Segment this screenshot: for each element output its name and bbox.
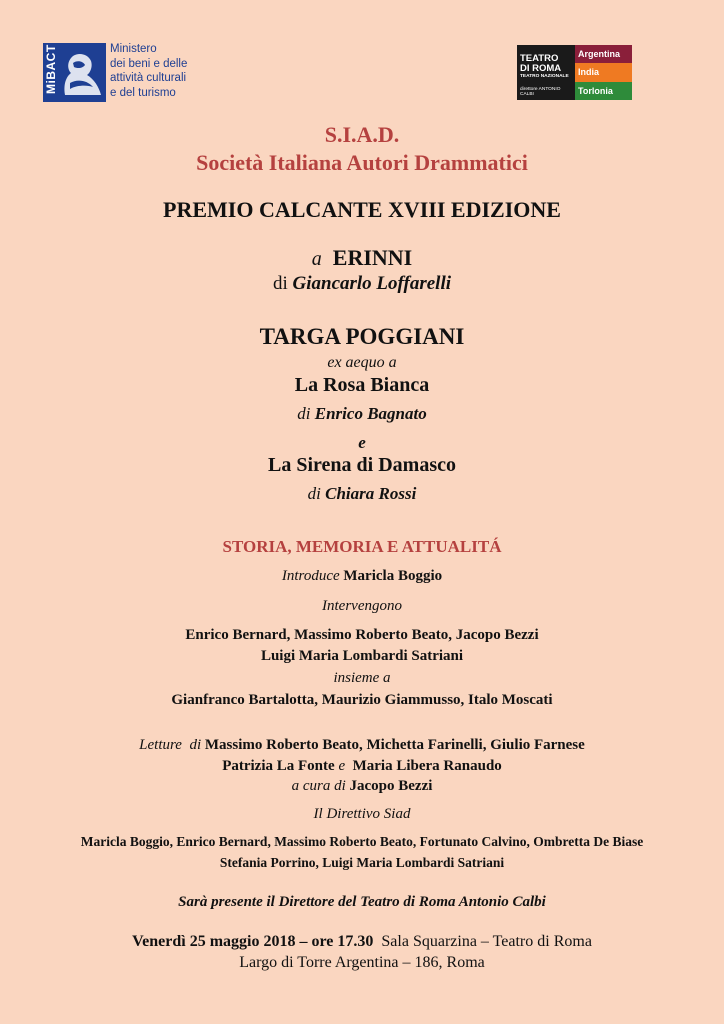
ministry-line: Ministero <box>110 43 157 55</box>
curated-line <box>0 778 724 795</box>
prize-work-line <box>0 245 724 271</box>
ministry-line: attività culturali <box>110 72 187 84</box>
readings-label: Letture <box>139 737 182 753</box>
board-label: Il Direttivo Siad <box>313 806 411 822</box>
teatro-name-block <box>517 45 575 100</box>
readings-line1 <box>0 737 724 754</box>
targa-author1: Enrico Bagnato <box>314 404 427 423</box>
together-names: Gianfranco Bartalotta, Maurizio Giammusso, Italo Moscati <box>171 692 553 708</box>
targa-author2: Chiara Rossi <box>325 484 417 503</box>
readings-by: di <box>189 737 202 753</box>
ministry-line: dei beni e delle <box>110 57 188 70</box>
readings-name-b: Maria Libera Ranaudo <box>352 758 502 774</box>
readings-line2 <box>0 758 724 775</box>
targa-conj: e <box>358 433 366 452</box>
teatro-name-line: DI ROMA <box>520 63 562 74</box>
siad-acronym: S.I.A.D. <box>324 122 400 147</box>
teatro-di-roma-logo <box>517 45 632 100</box>
ministry-logo <box>43 43 213 105</box>
targa-work1: La Rosa Bianca <box>294 374 430 396</box>
targa-author2-line <box>0 484 724 504</box>
curated-name: Jacopo Bezzi <box>349 778 433 794</box>
speakers-line2: Luigi Maria Lombardi Satriani <box>260 648 464 664</box>
event-address: Largo di Torre Argentina – 186, Roma <box>239 954 485 971</box>
introduce-label: Introduce <box>281 568 340 584</box>
readings-names1: Massimo Roberto Beato, Michetta Farinelli, Giulio Farnese <box>204 737 585 753</box>
teatro-name-line: TEATRO <box>520 53 559 64</box>
prize-author: Giancarlo Loffarelli <box>292 273 452 294</box>
ministry-name <box>110 42 187 100</box>
targa-by1: di <box>297 404 311 423</box>
teatro-name <box>520 54 561 74</box>
speakers-line1: Enrico Bernard, Massimo Roberto Beato, Jacopo Bezzi <box>185 627 539 643</box>
teatro-director: direttore ANTONIO CALBI <box>520 87 561 97</box>
readings-name-a: Patrizia La Fonte <box>222 758 335 774</box>
venue-argentina: Argentina <box>575 45 632 63</box>
prize-work: ERINNI <box>332 245 413 270</box>
program-title: STORIA, MEMORIA E ATTUALITÁ <box>222 537 502 556</box>
targa-by2: di <box>307 484 321 503</box>
siad-org-name: Società Italiana Autori Drammatici <box>196 150 528 175</box>
targa-author1-line <box>0 404 724 424</box>
mibact-mark <box>43 43 106 102</box>
curated-label: a cura di <box>291 778 346 794</box>
venue-torlonia: Torlonia <box>575 82 632 100</box>
introduce-line <box>0 568 724 585</box>
targa-title: TARGA POGGIANI <box>259 324 465 349</box>
prize-title: PREMIO CALCANTE XVIII EDIZIONE <box>163 197 561 222</box>
prize-prefix: a <box>311 248 322 270</box>
ministry-line: e del turismo <box>110 86 176 99</box>
prize-by: di <box>272 273 288 294</box>
introduce-name: Maricla Boggio <box>343 568 443 584</box>
together-label: insieme a <box>333 670 391 686</box>
targa-work2: La Sirena di Damasco <box>268 454 456 476</box>
prize-author-line <box>0 273 724 295</box>
director-note: Sarà presente il Direttore del Teatro di Roma Antonio Calbi <box>178 894 546 910</box>
teatro-subtitle: TEATRO NAZIONALE <box>520 74 569 79</box>
targa-ex-aequo: ex aequo a <box>327 354 397 371</box>
readings-conj: e <box>338 758 346 774</box>
event-datetime: Venerdì 25 maggio 2018 – ore 17.30 <box>132 933 374 950</box>
event-venue: Sala Squarzina – Teatro di Roma <box>381 933 592 950</box>
mibact-mark-text: MiBACT <box>44 44 58 94</box>
event-datetime-line <box>0 933 724 951</box>
venue-india: India <box>575 63 632 82</box>
board-line1: Maricla Boggio, Enrico Bernard, Massimo Roberto Beato, Fortunato Calvino, Ombretta De Biase <box>80 834 644 849</box>
board-line2: Stefania Porrino, Luigi Maria Lombardi Satriani <box>219 855 505 870</box>
speakers-label: Intervengono <box>322 598 402 614</box>
